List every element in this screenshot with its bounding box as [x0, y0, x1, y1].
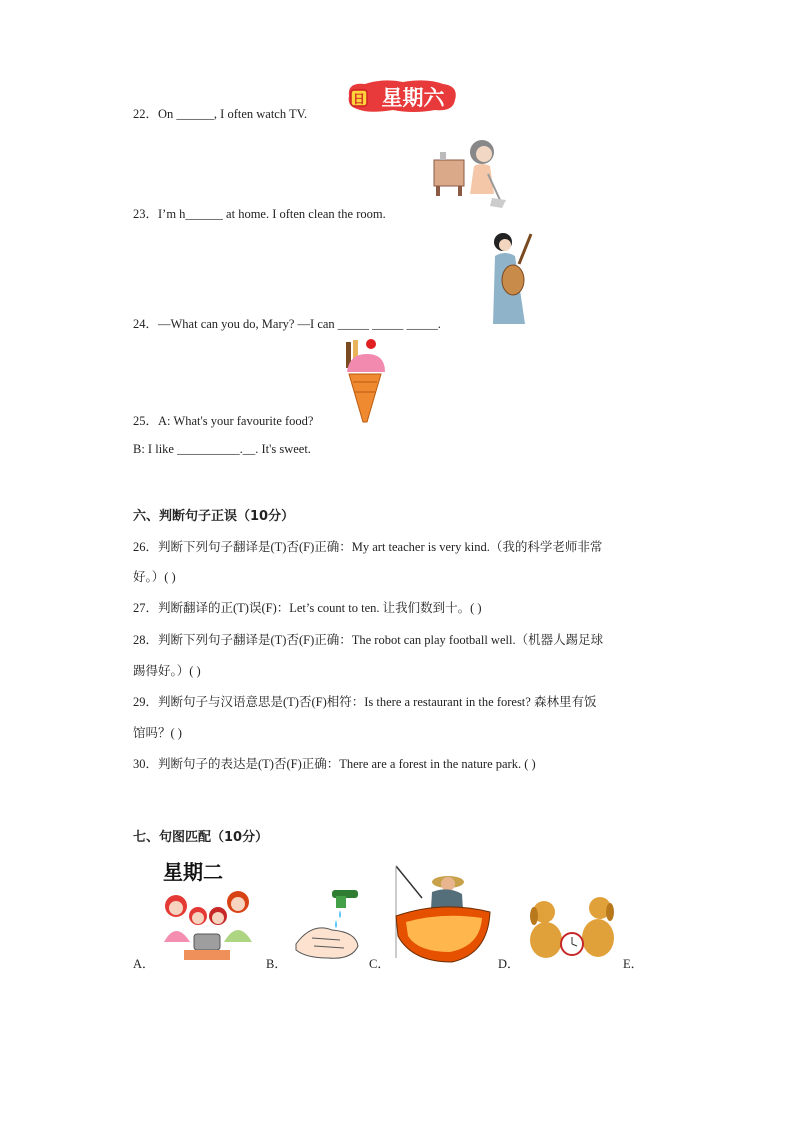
question-28-line-2: 踢得好。）( ) [133, 664, 201, 678]
option-c-label: C． [369, 957, 390, 971]
question-28-line-1: 28．判断下列句子翻译是(T)否(F)正确：The robot can play football well.（机器人踢足球 [133, 633, 604, 647]
dogs-clock-image [524, 896, 622, 964]
question-30: 30．判断句子的表达是(T)否(F)正确：There are a forest in the nature park. ( ) [133, 757, 536, 771]
question-24: 24．—What can you do, Mary? —I can _____ _____ _____. [133, 317, 441, 331]
option-d-label: D． [498, 957, 520, 971]
tuesday-label: 星期二 [163, 860, 223, 884]
svg-text:日: 日 [352, 92, 366, 106]
question-29-line-1: 29．判断句子与汉语意思是(T)否(F)相符：Is there a restaurant in the forest? 森林里有饭 [133, 695, 597, 709]
girl-cleaning-image [430, 134, 510, 210]
section-6-heading: 六、判断句子正误（10分） [133, 509, 295, 524]
question-27: 27．判断翻译的正(T)误(F)：Let’s count to ten. 让我们数到十。( ) [133, 601, 482, 615]
saturday-label: 星期六 [381, 86, 445, 110]
fishing-boat-image [392, 862, 492, 966]
washing-hands-image [292, 886, 364, 966]
woman-playing-pipa-image [485, 228, 537, 326]
question-23: 23．I’m h______ at home. I often clean the room. [133, 207, 386, 221]
ice-cream-image [341, 336, 389, 424]
question-25-b: B: I like __________.__. It's sweet. [133, 442, 311, 456]
question-29-line-2: 馆吗？( ) [133, 726, 182, 740]
question-25-a: 25．A: What's your favourite food? [133, 414, 314, 428]
option-e-label: E． [623, 957, 644, 971]
section-7-heading: 七、句图匹配（10分） [133, 830, 269, 845]
question-22: 22．On ______, I often watch TV. [133, 107, 308, 121]
family-cooking-image [160, 886, 254, 964]
question-26-line-2: 好。）( ) [133, 570, 176, 584]
saturday-badge-image [343, 76, 461, 116]
option-b-label: B． [266, 957, 287, 971]
question-26-line-1: 26．判断下列句子翻译是(T)否(F)正确：My art teacher is very kind.（我的科学老师非常 [133, 540, 603, 554]
option-a-label: A． [133, 957, 155, 971]
